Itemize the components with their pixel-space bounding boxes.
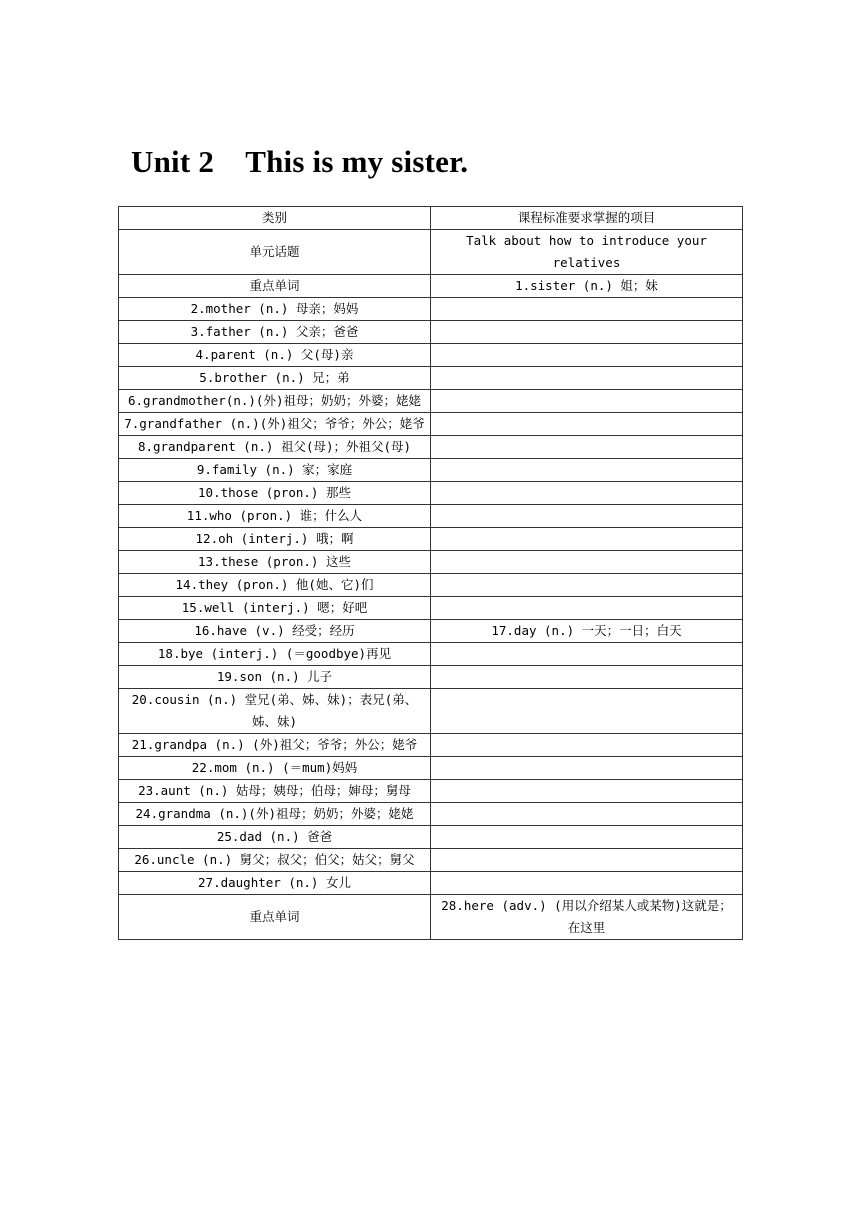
table-row	[119, 482, 743, 505]
table-cell-category: 14.they (pron.) 他(她、它)们	[119, 574, 431, 597]
table-cell-category: 10.those (pron.) 那些	[119, 482, 431, 505]
table-row	[119, 551, 743, 574]
table-row	[119, 872, 743, 895]
page-title: Unit 2 This is my sister.	[131, 144, 469, 179]
table-cell-item: 1.sister (n.) 姐；妹	[431, 275, 743, 298]
table-cell-category: 3.father (n.) 父亲；爸爸	[119, 321, 431, 344]
table-row	[119, 620, 743, 643]
table-row	[119, 849, 743, 872]
table-cell-item	[431, 666, 743, 689]
table-cell-category: 11.who (pron.) 谁；什么人	[119, 505, 431, 528]
table-cell-category: 26.uncle (n.) 舅父；叔父；伯父；姑父；舅父	[119, 849, 431, 872]
table-cell-item: 28.here (adv.) (用以介绍某人或某物)这就是；在这里	[431, 895, 743, 940]
table-cell-item	[431, 482, 743, 505]
table-cell-item	[431, 734, 743, 757]
table-row	[119, 321, 743, 344]
table-row	[119, 298, 743, 321]
table-row	[119, 230, 743, 275]
table-cell-category: 12.oh (interj.) 哦；啊	[119, 528, 431, 551]
table-cell-item	[431, 574, 743, 597]
table-row	[119, 459, 743, 482]
table-cell-category: 24.grandma (n.)(外)祖母；奶奶；外婆；姥姥	[119, 803, 431, 826]
table-cell-category: 7.grandfather (n.)(外)祖父；爷爷；外公；姥爷	[119, 413, 431, 436]
table-cell-category: 单元话题	[119, 230, 431, 275]
table-row	[119, 666, 743, 689]
table-row	[119, 505, 743, 528]
table-cell-item	[431, 780, 743, 803]
header-category: 类别	[119, 207, 431, 230]
table-cell-item	[431, 344, 743, 367]
table-row	[119, 757, 743, 780]
table-cell-item	[431, 505, 743, 528]
table-row	[119, 734, 743, 757]
table-cell-category: 19.son (n.) 儿子	[119, 666, 431, 689]
table-cell-category: 8.grandparent (n.) 祖父(母)；外祖父(母)	[119, 436, 431, 459]
table-row	[119, 826, 743, 849]
table-cell-category: 21.grandpa (n.) (外)祖父；爷爷；外公；姥爷	[119, 734, 431, 757]
table-cell-item	[431, 689, 743, 734]
table-row	[119, 895, 743, 940]
table-cell-category: 9.family (n.) 家；家庭	[119, 459, 431, 482]
table-cell-item	[431, 436, 743, 459]
table-row	[119, 643, 743, 666]
table-cell-category: 18.bye (interj.) (＝goodbye)再见	[119, 643, 431, 666]
table-header-row	[119, 207, 743, 230]
table-row	[119, 344, 743, 367]
header-requirements: 课程标准要求掌握的项目	[431, 207, 743, 230]
table-row	[119, 367, 743, 390]
vocabulary-table	[118, 206, 743, 940]
table-row	[119, 275, 743, 298]
table-cell-item	[431, 551, 743, 574]
table-cell-category: 22.mom (n.) (＝mum)妈妈	[119, 757, 431, 780]
table-cell-item	[431, 459, 743, 482]
table-cell-item	[431, 528, 743, 551]
table-cell-item	[431, 757, 743, 780]
table-row	[119, 803, 743, 826]
table-cell-item	[431, 413, 743, 436]
table-cell-category: 16.have (v.) 经受；经历	[119, 620, 431, 643]
table-cell-category: 6.grandmother(n.)(外)祖母；奶奶；外婆；姥姥	[119, 390, 431, 413]
table-cell-item	[431, 367, 743, 390]
table-cell-item	[431, 849, 743, 872]
table-cell-item	[431, 826, 743, 849]
table-cell-item	[431, 390, 743, 413]
vocabulary-table-body	[119, 207, 743, 940]
table-cell-item	[431, 321, 743, 344]
table-row	[119, 528, 743, 551]
table-cell-item	[431, 872, 743, 895]
table-cell-item	[431, 803, 743, 826]
table-row	[119, 436, 743, 459]
table-row	[119, 413, 743, 436]
table-cell-category: 4.parent (n.) 父(母)亲	[119, 344, 431, 367]
table-row	[119, 574, 743, 597]
table-cell-item	[431, 643, 743, 666]
table-row	[119, 689, 743, 734]
table-cell-item	[431, 298, 743, 321]
table-cell-category: 27.daughter (n.) 女儿	[119, 872, 431, 895]
table-cell-category: 20.cousin (n.) 堂兄(弟、姊、妹)；表兄(弟、姊、妹)	[119, 689, 431, 734]
table-cell-category: 重点单词	[119, 895, 431, 940]
table-cell-category: 2.mother (n.) 母亲；妈妈	[119, 298, 431, 321]
table-cell-category: 23.aunt (n.) 姑母；姨母；伯母；婶母；舅母	[119, 780, 431, 803]
table-cell-category: 15.well (interj.) 嗯；好吧	[119, 597, 431, 620]
table-cell-category: 5.brother (n.) 兄；弟	[119, 367, 431, 390]
table-cell-category: 25.dad (n.) 爸爸	[119, 826, 431, 849]
table-cell-item: 17.day (n.) 一天；一日；白天	[431, 620, 743, 643]
table-cell-category: 13.these (pron.) 这些	[119, 551, 431, 574]
table-cell-item	[431, 597, 743, 620]
table-row	[119, 390, 743, 413]
table-cell-item: Talk about how to introduce your relatives	[431, 230, 743, 275]
table-cell-category: 重点单词	[119, 275, 431, 298]
table-row	[119, 780, 743, 803]
table-row	[119, 597, 743, 620]
